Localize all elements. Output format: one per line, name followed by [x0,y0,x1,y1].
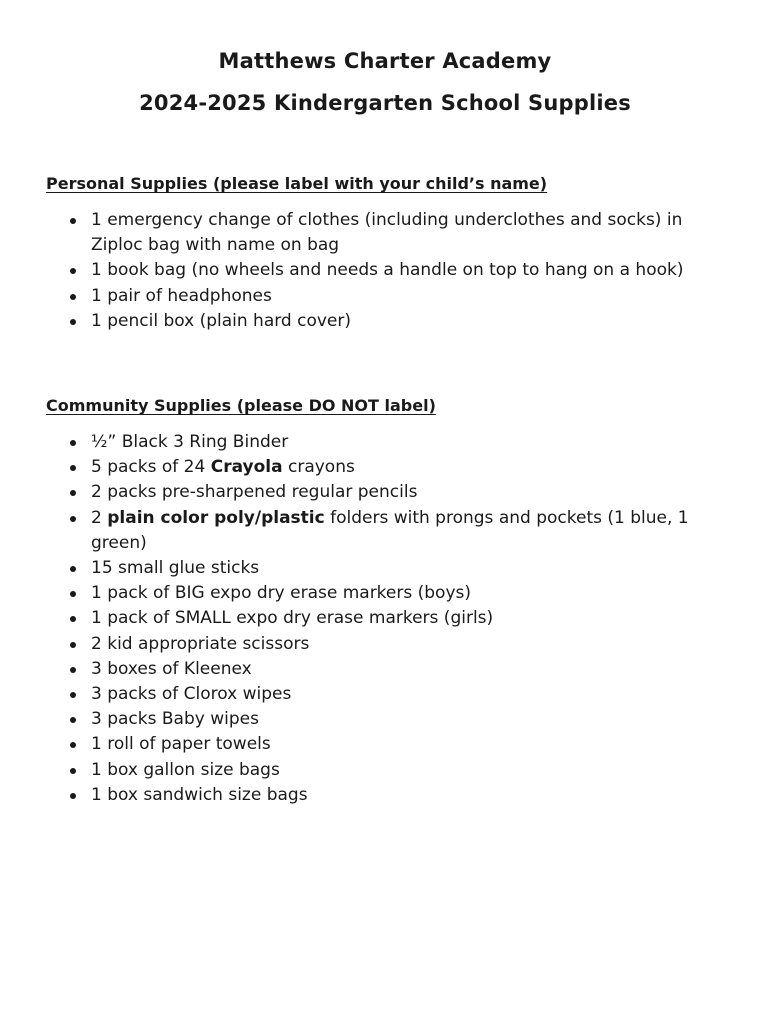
list-item [68,758,718,783]
emphasized-text: plain color poly/plastic [107,507,325,528]
list-item [68,258,718,283]
page-title: 2024-2025 Kindergarten School Supplies [139,91,631,115]
item-text: 1 emergency change of clothes (including underclothes and socks) in Ziploc bag with name on bag [91,210,683,256]
list-item [68,208,718,258]
list-item [68,707,718,732]
bullet-icon [70,566,76,572]
item-text: 1 book bag (no wheels and needs a handle on top to hang on a hook) [91,260,684,281]
list-item [68,556,718,581]
list-item [68,657,718,682]
bullet-icon [70,717,76,723]
list-item [68,581,718,606]
bullet-icon [70,768,76,774]
item-text: 15 small glue sticks [91,558,260,579]
bullet-icon [70,692,76,698]
bullet-icon [70,667,76,673]
item-text: 1 pencil box (plain hard cover) [91,310,352,331]
item-text: 2 [91,507,108,528]
item-text: 2 packs pre-sharpened regular pencils [91,482,418,503]
bullet-icon [70,591,76,597]
bullet-icon [70,218,76,224]
personal-supplies-list [68,208,718,334]
bullet-icon [70,742,76,748]
personal-supplies-heading: Personal Supplies (please label with your child’s name) [46,174,548,193]
item-text: 1 box sandwich size bags [91,784,308,805]
emphasized-text: Crayola [210,457,283,478]
list-item [68,430,718,455]
bullet-icon [70,465,76,471]
list-item [68,506,718,556]
community-supplies-heading: Community Supplies (please DO NOT label) [46,396,436,415]
item-text: 2 kid appropriate scissors [91,633,310,654]
bullet-icon [70,642,76,648]
bullet-icon [70,319,76,325]
list-item [68,284,718,309]
school-name: Matthews Charter Academy [218,49,552,73]
list-item [68,309,718,334]
item-text: 1 pack of BIG expo dry erase markers (boys) [91,583,472,604]
item-text: ½” Black 3 Ring Binder [91,432,289,452]
list-item [68,783,718,808]
list-item [68,480,718,505]
item-text: folders with prongs and pockets (1 blue, 1 green) [91,507,689,553]
list-item [68,632,718,657]
item-text: 3 packs Baby wipes [91,709,259,730]
community-supplies-list [68,430,718,808]
bullet-icon [70,793,76,799]
list-item [68,682,718,707]
item-text: 1 roll of paper towels [91,734,271,755]
list-item [68,455,718,480]
bullet-icon [70,440,76,446]
item-text: 5 packs of 24 [91,457,211,478]
list-item [68,606,718,631]
bullet-icon [70,616,76,622]
bullet-icon [70,294,76,300]
bullet-icon [70,490,76,496]
item-text: 3 boxes of Kleenex [91,658,252,679]
item-text: 1 pack of SMALL expo dry erase markers (girls) [91,608,494,629]
item-text: 3 packs of Clorox wipes [91,684,292,705]
item-text: 1 box gallon size bags [91,759,280,780]
bullet-icon [70,268,76,274]
list-item [68,732,718,757]
item-text: 1 pair of headphones [91,285,272,306]
item-text: crayons [282,457,355,478]
bullet-icon [70,516,76,522]
